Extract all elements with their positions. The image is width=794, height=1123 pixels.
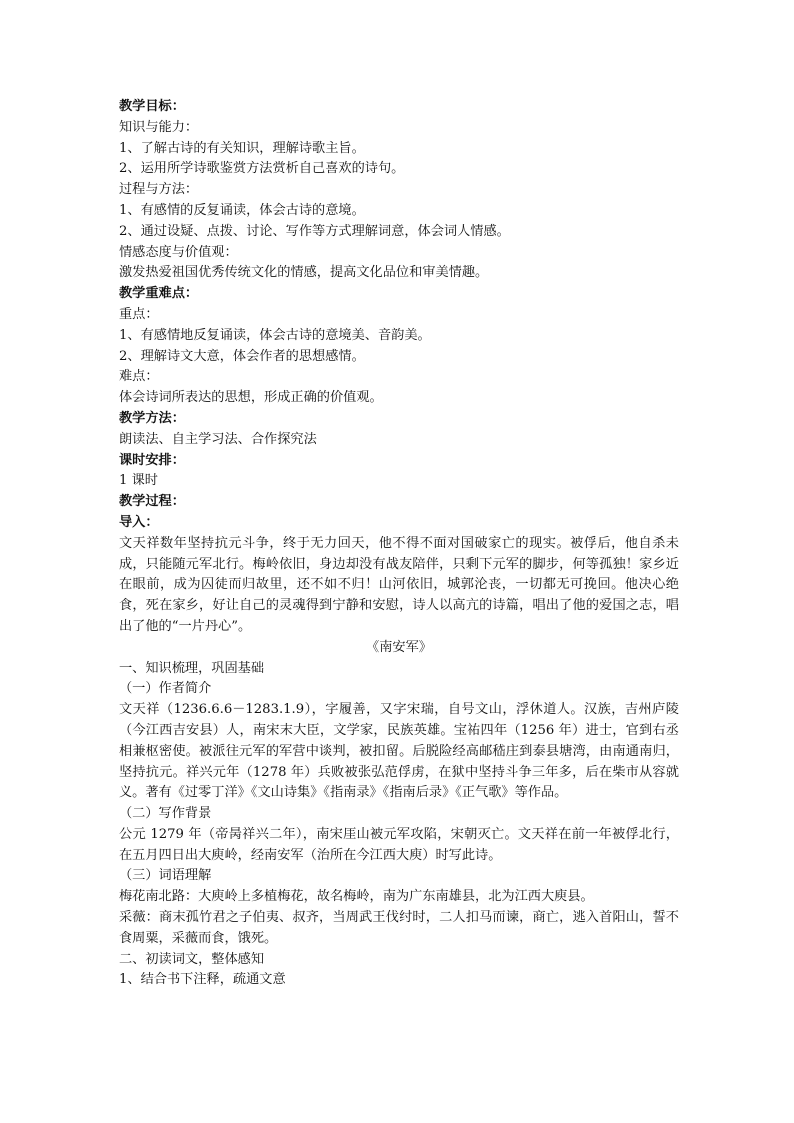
author-paragraph: 文天祥（1236.6.6－1283.1.9），字履善，又字宋瑞，自号文山，浮休道人。汉族，吉州庐陵（今江西吉安县）人，南宋末大臣，文学家，民族英雄。宝祐四年（1256 年）进士，官到右丞相兼枢密使。被派往元军的军营中谈判，被扣留。后脱险经高邮嵇庄到泰县塘湾，由南通南归，坚持抗元。祥兴元年（1278 年）兵败被张弘范俘虏，在狱中坚持斗争三年多，后在柴市从容就义。著有《过零丁洋》《文山诗集》《指南录》《指南后录》《正气歌》等作品。	[119, 702, 679, 801]
methods-text: 朗读法、自主学习法、合作探究法	[119, 431, 317, 447]
process-method-label: 过程与方法：	[119, 182, 199, 198]
intro-paragraph: 文天祥数年坚持抗元斗争，终于无力回天，他不得不面对国破家亡的现实。被俘后，他自杀未成，只能随元军北行。梅岭依旧，身边却没有战友陪伴，只剩下元军的脚步，何等孤独！家乡近在眼前，成为囚徒而归故里，还不如不归！山河依旧，城郭沦丧，一切都无可挽回。他决心绝食，死在家乡，好让自己的灵魂得到宁静和安慰，诗人以高亢的诗篇，唱出了他的爱国之志，唱出了他的“一片丹心”。	[119, 535, 679, 634]
word-note-2: 采薇：商末孤竹君之子伯夷、叔齐，当周武王伐纣时，二人扣马而谏，商亡，逃入首阳山，誓不食周粟，采薇而食，饿死。	[119, 910, 679, 946]
knowledge-item-1: 1、了解古诗的有关知识，理解诗歌主旨。	[119, 140, 365, 156]
key-points-label: 重点：	[119, 306, 159, 322]
poem-title: 《南安军》	[366, 639, 432, 655]
process-item-2: 2、通过设疑、点拨、讨论、写作等方式理解词意，体会词人情感。	[119, 223, 510, 239]
emotion-item-1: 激发热爱祖国优秀传统文化的情感，提高文化品位和审美情趣。	[119, 265, 489, 281]
subsection-words-heading: （三）词语理解	[119, 868, 212, 884]
process-heading: 教学过程：	[119, 494, 185, 510]
emotion-values-label: 情感态度与价值观：	[119, 244, 238, 260]
methods-heading: 教学方法：	[119, 410, 185, 426]
word-note-1: 梅花南北路：大庾岭上多植梅花，故名梅岭，南为广东南雄县，北为江西大庾县。	[119, 889, 594, 905]
step-1-text: 1、结合书下注释，疏通文意	[119, 972, 286, 988]
schedule-heading: 课时安排：	[119, 452, 185, 468]
section-2-heading: 二、初读词文，整体感知	[119, 951, 265, 967]
schedule-text: 1 课时	[119, 473, 158, 489]
key-difficult-heading: 教学重难点：	[119, 286, 199, 302]
process-item-1: 1、有感情的反复诵读，体会古诗的意境。	[119, 202, 365, 218]
key-point-1: 1、有感情地反复诵读，体会古诗的意境美、音韵美。	[119, 327, 431, 343]
difficult-item-1: 体会诗词所表达的思想，形成正确的价值观。	[119, 390, 383, 406]
key-point-2: 2、理解诗文大意，体会作者的思想感情。	[119, 348, 365, 364]
section-1-heading: 一、知识梳理，巩固基础	[119, 660, 265, 676]
document-page	[119, 97, 679, 991]
background-paragraph: 公元 1279 年（帝昺祥兴二年），南宋厓山被元军攻陷，宋朝灭亡。文天祥在前一年被俘北行，在五月四日出大庾岭，经南安军（治所在今江西大庾）时写此诗。	[119, 826, 679, 863]
teaching-goals-heading: 教学目标：	[119, 99, 185, 114]
subsection-author-heading: （一）作者简介	[119, 681, 212, 697]
knowledge-item-2: 2、运用所学诗歌鉴赏方法赏析自己喜欢的诗句。	[119, 161, 405, 177]
knowledge-ability-label: 知识与能力：	[119, 119, 199, 135]
difficult-label: 难点：	[119, 369, 159, 385]
intro-heading: 导入：	[119, 514, 159, 530]
subsection-background-heading: （二）写作背景	[119, 806, 212, 822]
